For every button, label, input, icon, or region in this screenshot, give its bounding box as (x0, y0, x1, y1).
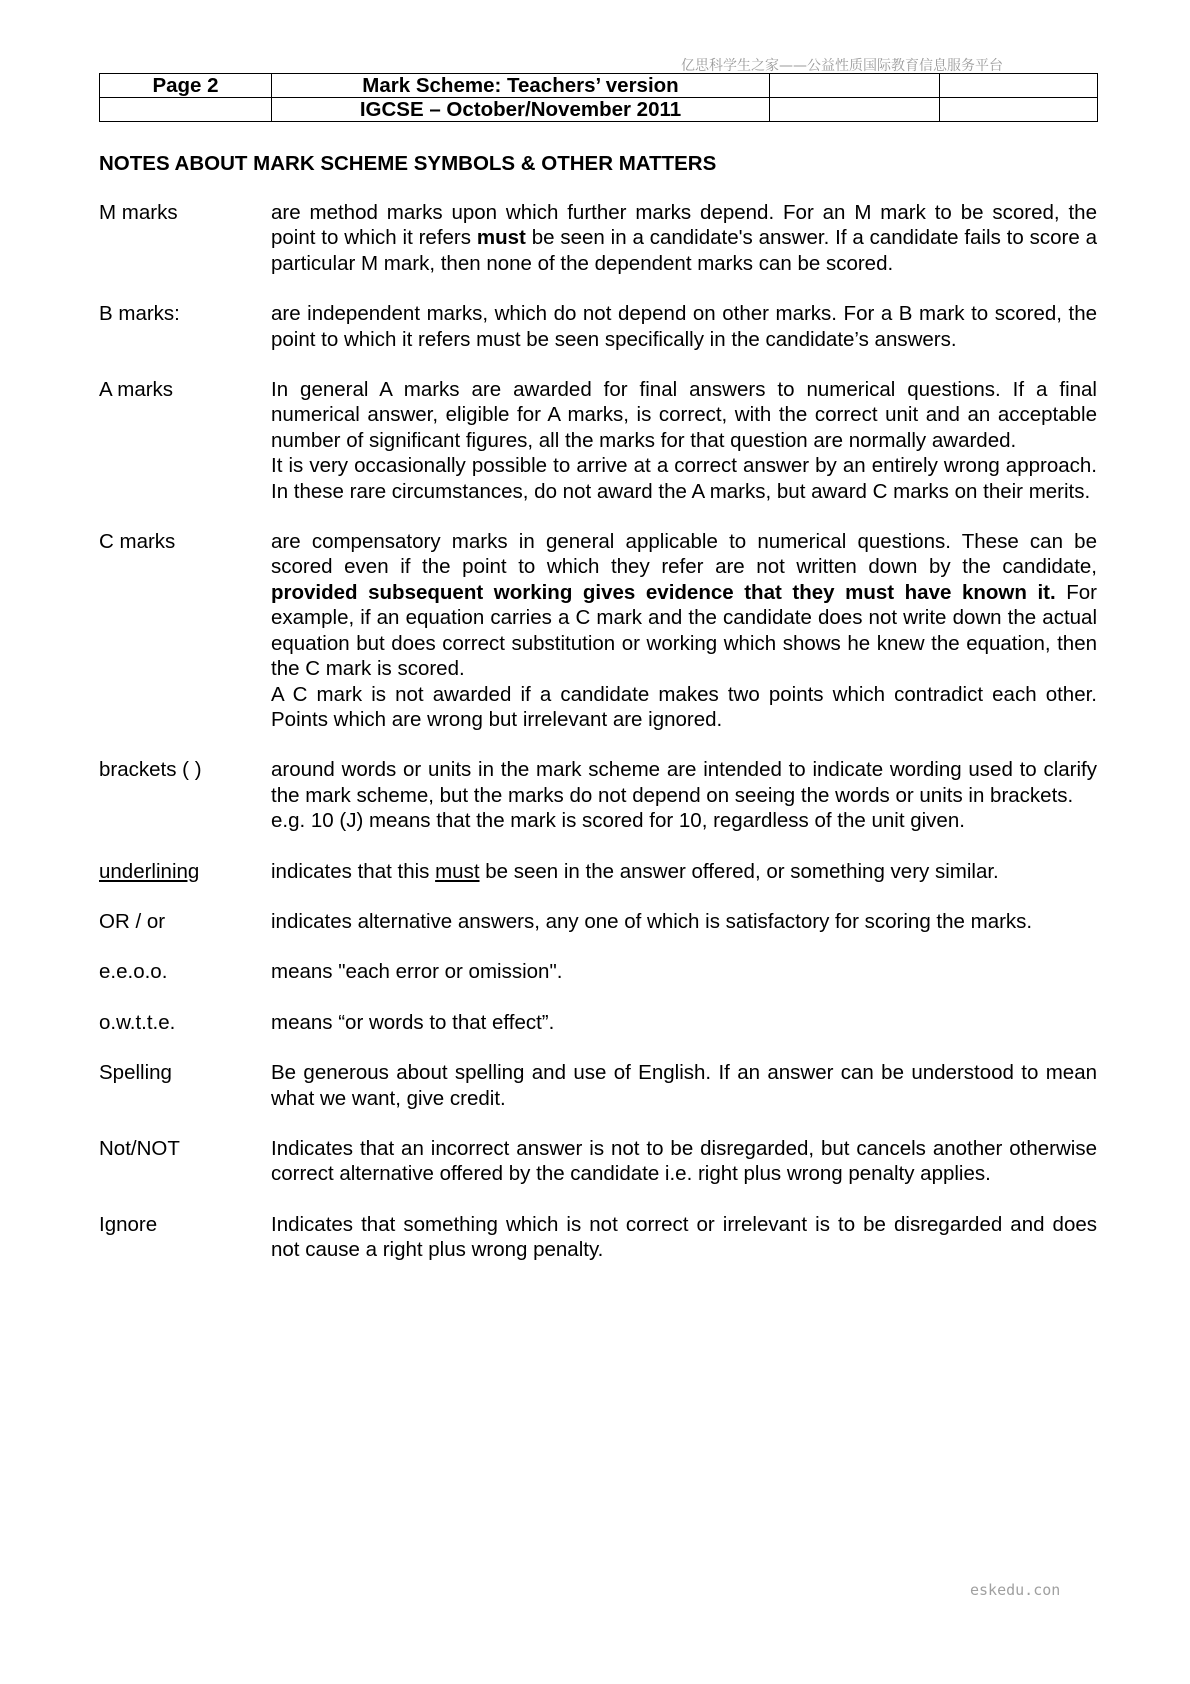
header-row-2 (100, 98, 1098, 122)
header-title-line2: IGCSE – October/November 2011 (272, 98, 770, 122)
watermark-top: 亿思科学生之家——公益性质国际教育信息服务平台 (681, 58, 1003, 74)
desc-text: For example, if an equation carries a C mark and the candidate does not write down the actual equation but does correct substitution or working which shows he knew the equation, then the C mark is scored. (271, 580, 1097, 681)
desc-eeoo (271, 959, 1097, 984)
desc-text: Indicates that an incorrect answer is not to be disregarded, but cancels another otherwise correct alternative offered by the candidate i.e. right plus wrong penalty applies. (271, 1136, 1097, 1186)
header-row-1 (100, 74, 1098, 98)
desc-text: In general A marks are awarded for final answers to numerical questions. If a final numerical answer, eligible for A marks, is correct, with the correct unit and an acceptable number of significant figures, all the marks for that question are normally awarded. (271, 378, 1097, 452)
entry-spelling (99, 1060, 1097, 1111)
header-table (99, 73, 1098, 122)
desc-text: Be generous about spelling and use of English. If an answer can be understood to mean what we want, give credit. (271, 1061, 1097, 1110)
desc-c-marks (271, 529, 1097, 732)
desc-text: are method marks upon which further marks depend. For an M mark to be scored, the point to which it refers (271, 201, 1097, 250)
header-title-line1: Mark Scheme: Teachers’ version (272, 74, 770, 98)
desc-text: A C mark is not awarded if a candidate makes two points which contradict each other. Points which are wrong but irrelevant are ignored. (271, 682, 1097, 731)
entry-owtte (99, 1010, 1097, 1035)
entry-eeoo (99, 959, 1097, 984)
desc-text: around words or units in the mark scheme are intended to indicate wording used to clarify the mark scheme, but the marks do not depend on seeing the words or units in brackets. (271, 758, 1097, 807)
desc-m-marks (271, 200, 1097, 276)
term-spelling: Spelling (99, 1061, 172, 1085)
desc-spelling (271, 1060, 1097, 1111)
header-empty-cell (100, 98, 272, 122)
desc-text: indicates that this (271, 859, 436, 883)
desc-bold-text: must (476, 226, 526, 250)
desc-text: means "each error or omission". (271, 960, 563, 984)
term-b-marks: B marks: (99, 302, 180, 326)
desc-a-marks (271, 377, 1097, 504)
header-empty-cell (940, 98, 1098, 122)
desc-owtte (271, 1010, 1097, 1035)
desc-text: be seen in the answer offered, or something very similar. (479, 859, 999, 883)
entry-underlining (99, 859, 1097, 884)
entry-brackets (99, 757, 1097, 833)
desc-text: Indicates that something which is not correct or irrelevant is to be disregarded and does not cause a right plus wrong penalty. (271, 1212, 1097, 1262)
desc-text: e.g. 10 (J) means that the mark is scored for 10, regardless of the unit given. (271, 809, 965, 833)
desc-bold-text: provided subsequent working gives evidence that they must have known it. (271, 580, 1056, 604)
doc-title: NOTES ABOUT MARK SCHEME SYMBOLS & OTHER MATTERS (99, 152, 717, 175)
desc-text: means “or words to that effect”. (271, 1010, 555, 1034)
term-ignore: Ignore (99, 1212, 158, 1236)
desc-underlining (271, 859, 1097, 884)
term-a-marks: A marks (99, 378, 174, 402)
desc-not (271, 1136, 1097, 1187)
desc-text: It is very occasionally possible to arrive at a correct answer by an entirely wrong approach. In these rare circumstances, do not award the A marks, but award C marks on their merits. (271, 454, 1097, 503)
desc-brackets (271, 757, 1097, 833)
desc-or (271, 909, 1097, 934)
term-underlining: underlining (99, 859, 200, 883)
header-empty-cell (770, 74, 940, 98)
term-or: OR / or (99, 909, 166, 933)
header-empty-cell (940, 74, 1098, 98)
watermark-bottom: eskedu.con (970, 1581, 1061, 1599)
entry-not (99, 1136, 1097, 1187)
notes-list (99, 200, 1097, 1288)
desc-text: are independent marks, which do not depend on other marks. For a B mark to scored, the point to which it refers must be seen specifically in the candidate’s answers. (271, 302, 1097, 351)
desc-text: indicates alternative answers, any one of which is satisfactory for scoring the marks. (271, 909, 1033, 933)
page-label: Page 2 (100, 74, 272, 98)
term-c-marks: C marks (99, 530, 176, 554)
entry-a-marks (99, 377, 1097, 504)
desc-ignore (271, 1212, 1097, 1263)
term-brackets: brackets ( ) (99, 758, 202, 782)
entry-m-marks (99, 200, 1097, 276)
term-m-marks: M marks (99, 201, 178, 224)
entry-ignore (99, 1212, 1097, 1263)
entry-or (99, 909, 1097, 934)
desc-text: are compensatory marks in general applicable to numerical questions. These can be scored even if the point to which they refer are not written down by the candidate, (271, 530, 1097, 579)
desc-underlined-text: must (435, 859, 480, 883)
term-eeoo: e.e.o.o. (99, 960, 168, 984)
entry-b-marks (99, 301, 1097, 352)
term-owtte: o.w.t.t.e. (99, 1010, 176, 1034)
header-empty-cell (770, 98, 940, 122)
term-not: Not/NOT (99, 1136, 180, 1160)
desc-text: be seen in a candidate's answer. If a candidate fails to score a particular M mark, then none of the dependent marks can be scored. (271, 226, 1097, 275)
desc-b-marks (271, 301, 1097, 352)
entry-c-marks (99, 529, 1097, 732)
